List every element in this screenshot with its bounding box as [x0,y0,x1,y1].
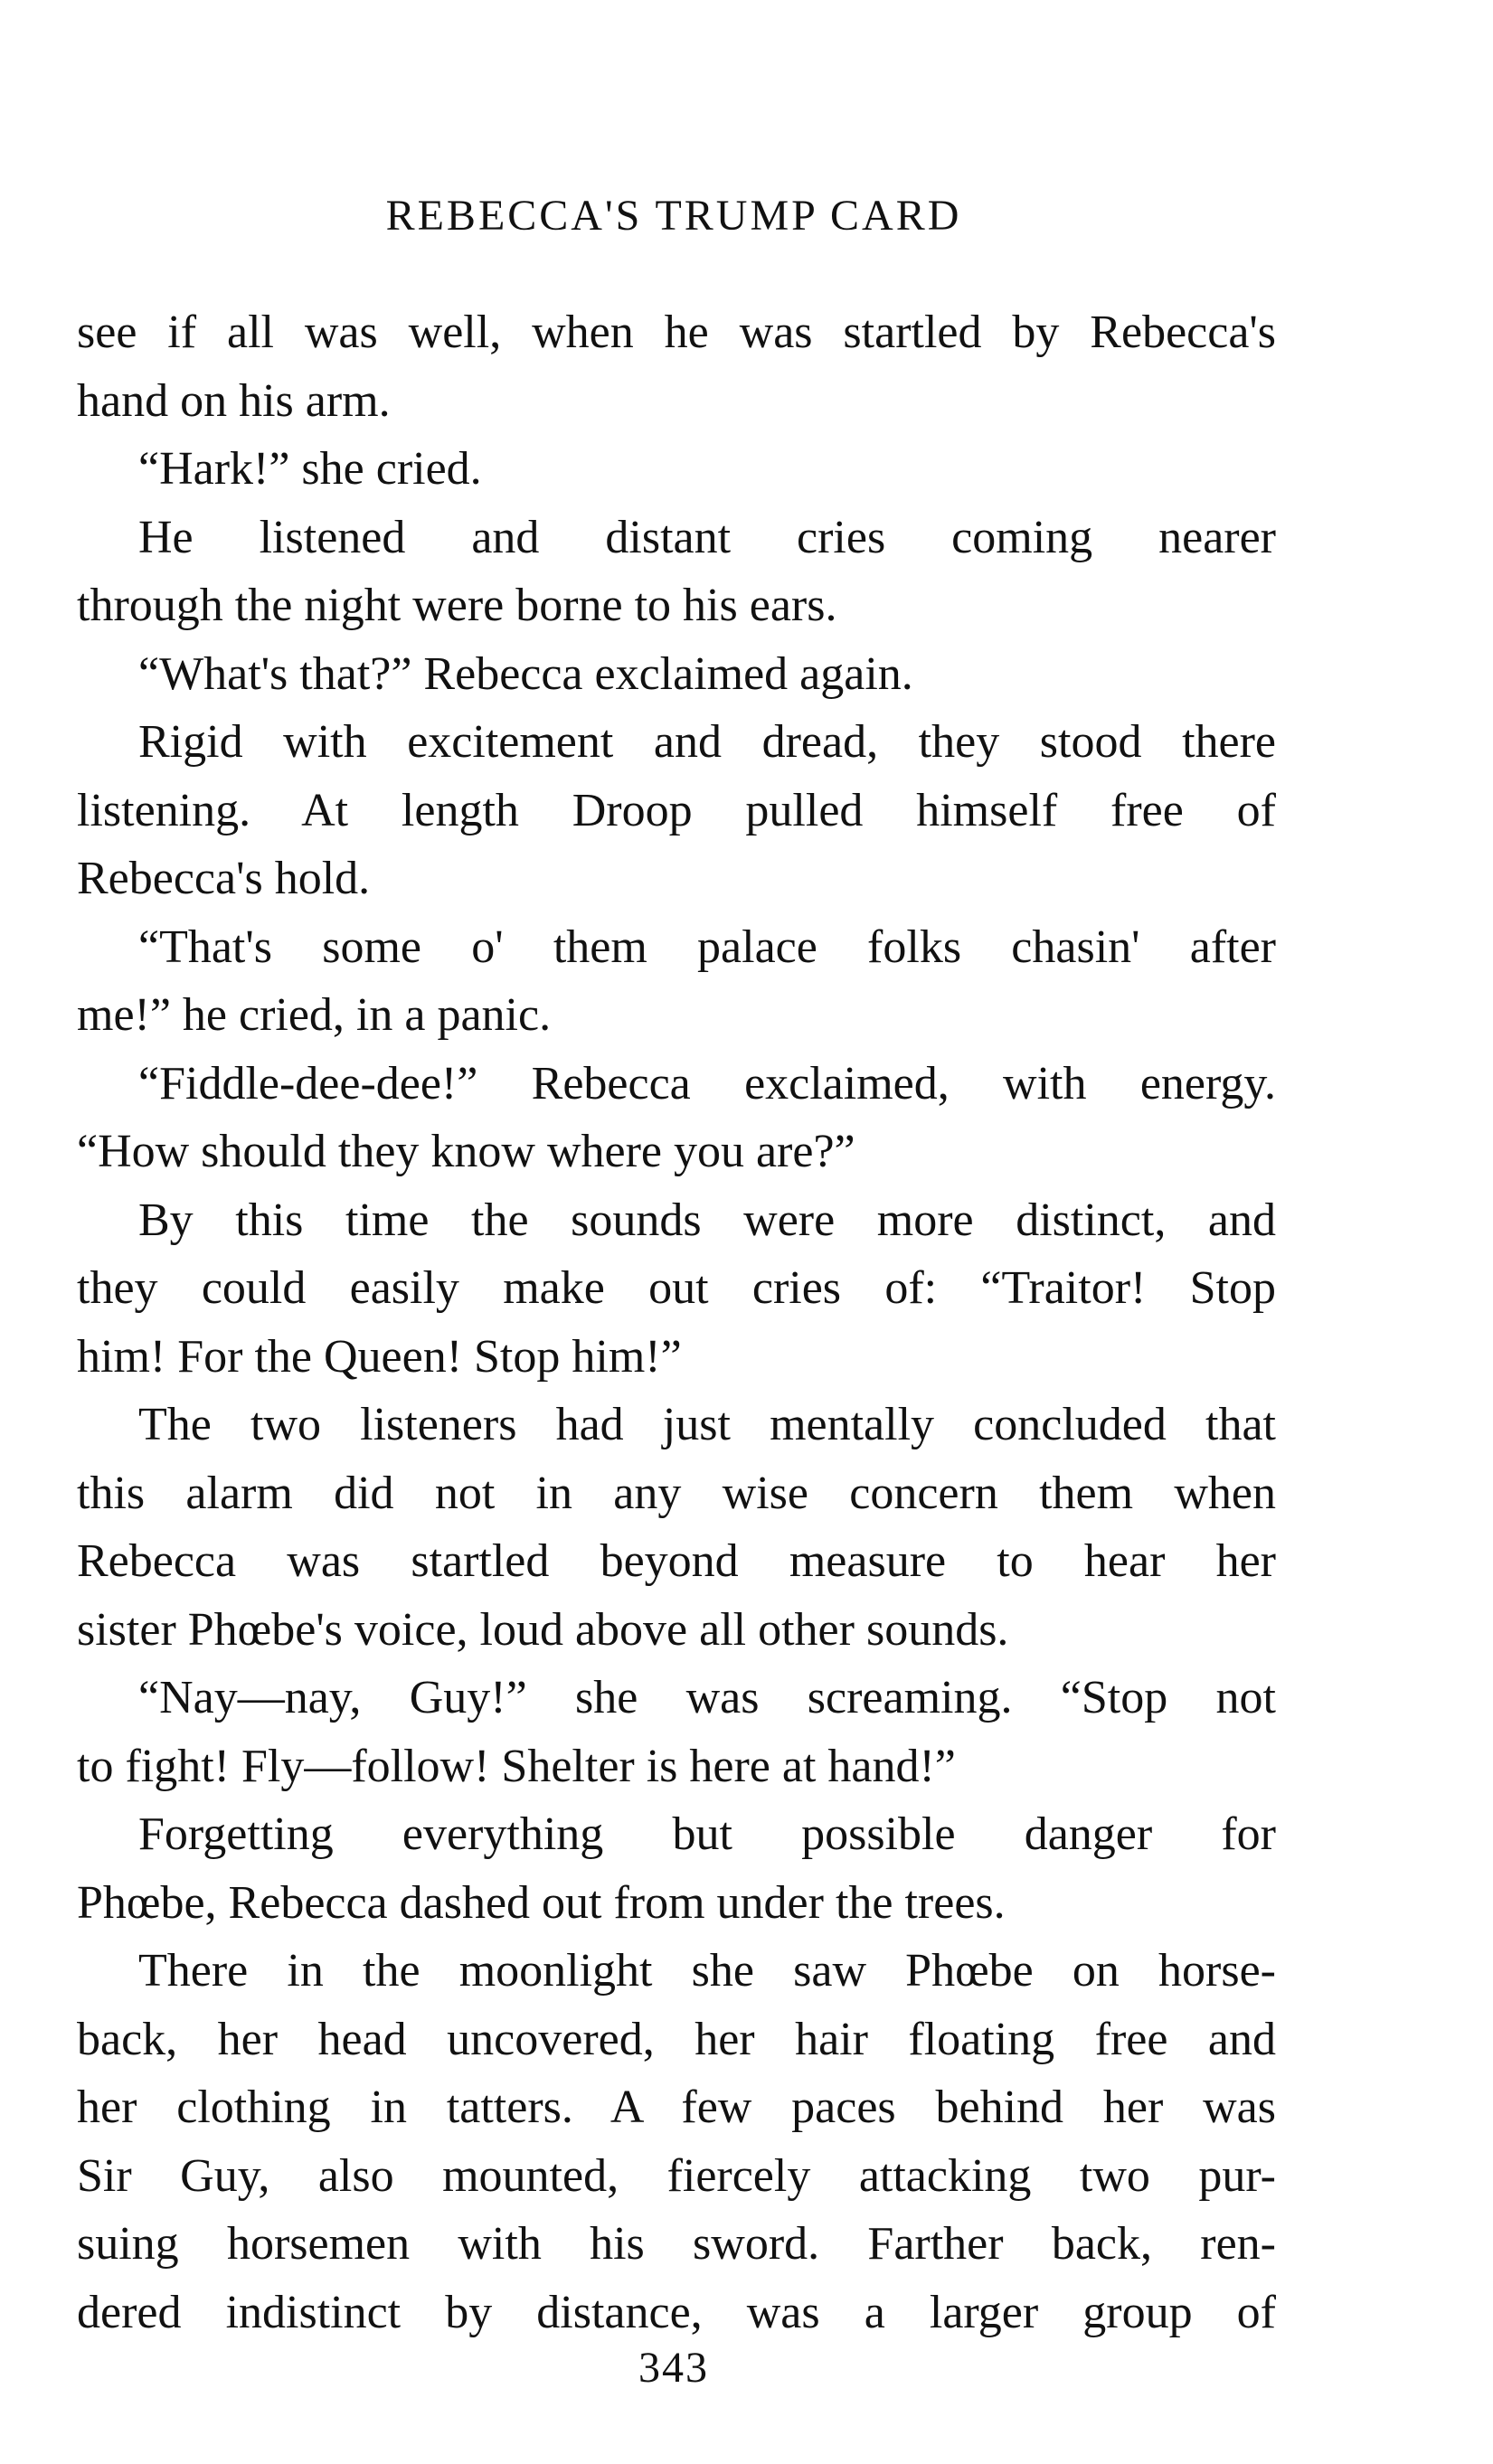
text-line: “What's that?” Rebecca exclaimed again. [138,647,913,700]
text-line: sister Phœbe's voice, loud above all other sounds. [77,1603,1009,1656]
text-line: dered indistinct by distance, was a larger group of [77,2286,1276,2338]
text-line: to fight! Fly—follow! Shelter is here at hand!” [77,1740,956,1792]
text-line: suing horsemen with his sword. Farther back, ren- [77,2218,1276,2270]
text-line: Forgetting everything but possible danger for [138,1808,1276,1860]
text-line: hand on his arm. [77,374,391,427]
text-line: Phœbe, Rebecca dashed out from under the trees. [77,1876,1006,1929]
text-line: “Nay—nay, Guy!” she was screaming. “Stop not [138,1672,1276,1723]
running-head: REBECCA'S TRUMP CARD [385,192,962,240]
text-line: see if all was well, when he was startled by Rebecca's [77,307,1276,358]
text-line: There in the moonlight she saw Phœbe on horse- [138,1945,1276,1997]
page-number: 343 [638,2344,709,2392]
text-line: listening. At length Droop pulled himself free of [77,784,1276,836]
text-line: “Fiddle-dee-dee!” Rebecca exclaimed, with energy. [138,1057,1276,1109]
text-line: Rebecca was startled beyond measure to hear her [77,1535,1276,1587]
text-line: him! For the Queen! Stop him!” [77,1330,682,1383]
text-line: me!” he cried, in a panic. [77,989,552,1041]
text-line: “Hark!” she cried. [138,443,482,495]
text-line: Rigid with excitement and dread, they stood there [138,716,1276,768]
text-line: “How should they know where you are?” [77,1126,855,1177]
body-text [77,298,1276,2346]
text-line: back, her head uncovered, her hair floating free and [77,2013,1276,2065]
text-line: By this time the sounds were more distinct, and [138,1194,1276,1246]
text-line: “That's some o' them palace folks chasin' after [138,920,1276,973]
text-line: this alarm did not in any wise concern them when [77,1467,1276,1519]
text-line: Rebecca's hold. [77,853,371,904]
text-line: they could easily make out cries of: “Traitor! Stop [77,1262,1276,1314]
text-line: The two listeners had just mentally concluded that [138,1399,1276,1450]
text-line: Sir Guy, also mounted, fiercely attacking two pur- [77,2149,1276,2202]
text-line: He listened and distant cries coming nearer [138,511,1276,563]
text-line: through the night were borne to his ears. [77,580,837,631]
text-line: her clothing in tatters. A few paces behind her was [77,2082,1276,2133]
